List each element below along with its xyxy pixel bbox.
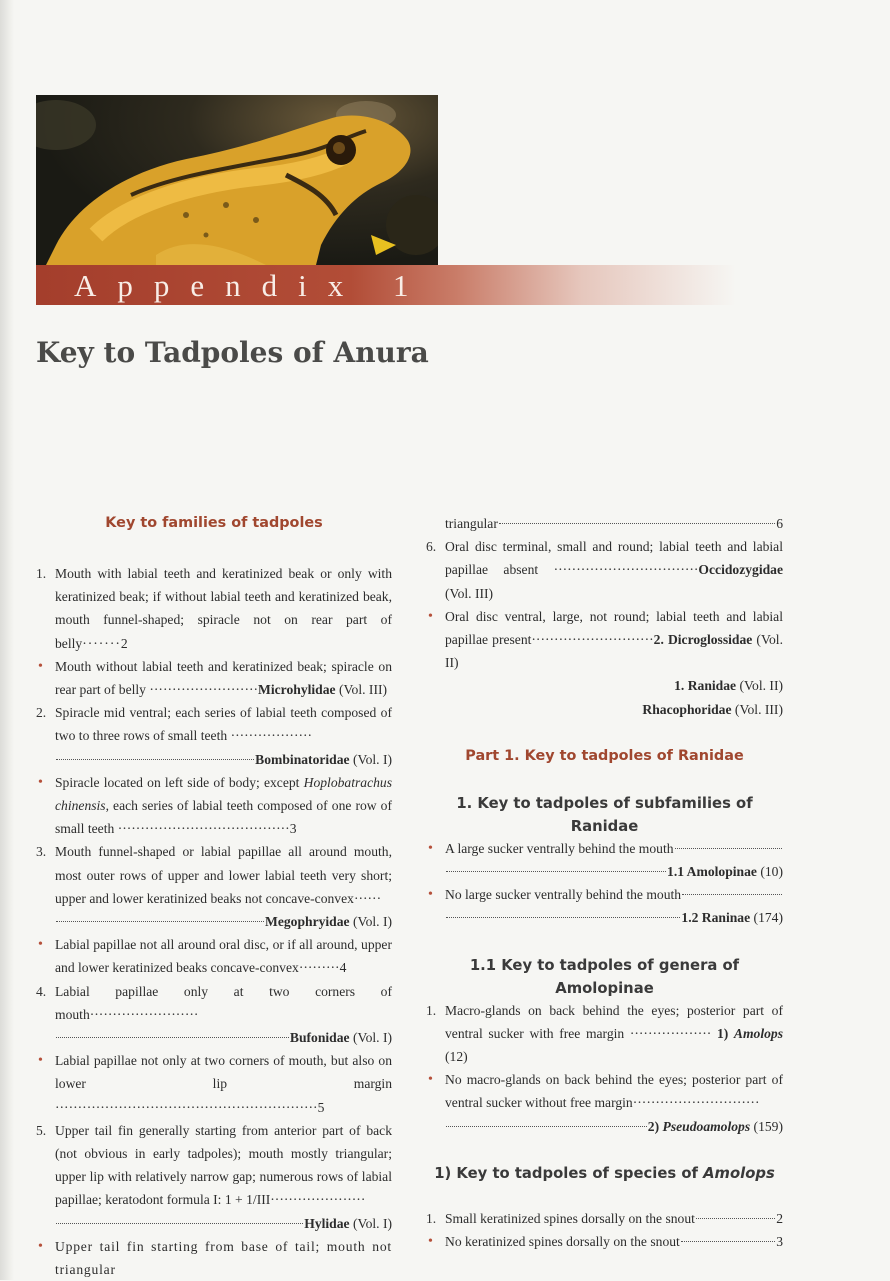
right-column	[426, 512, 783, 1253]
frog-photo	[36, 95, 438, 265]
key-item-5b-continued: triangular 6	[445, 516, 783, 531]
species-item-b: • No keratinized spines dorsally on the snout 3	[428, 1234, 783, 1250]
key-item-1b: • Mouth without labial teeth and keratinized beak; spiracle on rear part of belly ························Microhylidae (Vol. III)	[38, 658, 392, 698]
key-item-2b: • Spiracle located on left side of body; except Hoplobatrachus chinensis, each series of labial teeth composed of one row of small teeth ······································3	[38, 774, 392, 837]
subfamily-item-a: • A large sucker ventrally behind the mouth 1.1 Amolopinae (10)	[428, 840, 783, 880]
left-column	[36, 512, 392, 1281]
subfamily-item-b: • No large sucker ventrally behind the mouth 1.2 Raninae (174)	[428, 887, 783, 926]
dots: ························	[149, 682, 259, 698]
genus-item-a: 1. Macro-glands on back behind the eyes; posterior part of ventral sucker with free margin ·················· 1) Amolops (12)	[426, 1002, 784, 1065]
key-item-4a: 4. Labial papillae only at two corners of mouth························ Bufonidae (Vol. I)	[36, 983, 392, 1046]
key-item-6b-alt-2: Rhacophoridae (Vol. III)	[642, 701, 783, 717]
key-item-5b: • Upper tail fin starting from base of tail; mouth not triangular	[38, 1238, 392, 1278]
key-item-4b: • Labial papillae not only at two corners of mouth, but also on lower lip margin ··························································5	[38, 1053, 392, 1115]
key-item-2a: 2. Spiracle mid ventral; each series of labial teeth composed of two to three rows of small teeth ·················· Bombinatoridae (Vol. I)	[36, 705, 392, 767]
key-item-1a: 1. Mouth with labial teeth and keratinized beak or only with keratinized beak; if without labial teeth and keratinized beak, mouth funnel-shaped; spiracle not on rear part of belly·······2	[36, 566, 392, 651]
species-heading: 1) Key to tadpoles of species of Amolops	[434, 1164, 775, 1182]
genus-item-b: • No macro-glands on back behind the eyes; posterior part of ventral sucker without free margin···························· 2) Pseudoamolops (159)	[428, 1072, 783, 1134]
subfamilies-heading: 1. Key to tadpoles of subfamilies of Ranidae	[456, 794, 753, 836]
key-item-6a: 6. Oral disc terminal, small and round; labial teeth and labial papillae absent ································Occidozygidae (Vol. III)	[426, 539, 783, 601]
species-item-a: 1. Small keratinized spines dorsally on the snout 2	[426, 1210, 783, 1226]
key-item-3a: 3. Mouth funnel-shaped or labial papillae all around mouth, most outer rows of upper and lower labial teeth very short; upper and lower keratinized beaks not concave-convex······ Megophryidae (Vol. I)	[36, 844, 392, 930]
key-item-3b: • Labial papillae not all around oral disc, or if all around, upper and lower keratinized beaks concave-convex·········4	[38, 937, 392, 976]
families-key-heading: Key to families of tadpoles	[105, 515, 323, 531]
appendix-banner	[36, 265, 736, 305]
key-item-5a: 5. Upper tail fin generally starting from anterior part of back (not obvious in early tadpoles); mouth mostly triangular; upper lip with relatively narrow gap; numerous rows of labial papillae; keratodont formula I: 1 + 1/III····················· Hylidae (Vol. I)	[36, 1122, 392, 1231]
genera-heading: 1.1 Key to tadpoles of genera of Amolopinae	[469, 956, 740, 997]
page-edge-shadow	[0, 0, 14, 1280]
key-item-6b-alt-1: 1. Ranidae (Vol. II)	[674, 678, 783, 694]
key-item-6b: • Oral disc ventral, large, not round; labial teeth and labial papillae present···························2. Dicroglossidae (Vol. II) 1. Ranidae (Vol. II) Rhacophoridae (Vol. III)	[426, 605, 783, 721]
page-title: Key to Tadpoles of Anura	[36, 336, 429, 369]
part1-heading: Part 1. Key to tadpoles of Ranidae	[465, 747, 744, 764]
appendix-label: Appendix 1	[74, 268, 430, 303]
